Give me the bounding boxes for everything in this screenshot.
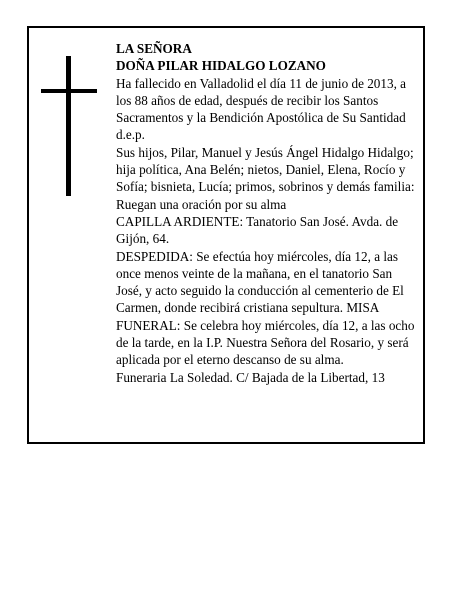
obituary-notice [27, 26, 425, 444]
cross-horizontal-bar [41, 89, 97, 93]
notice-heading: LA SEÑORA [116, 41, 192, 56]
funeral-home: Funeraria La Soledad. C/ Bajada de la Libertad, 13 [116, 369, 385, 385]
deceased-name: DOÑA PILAR HIDALGO LOZANO [116, 58, 326, 74]
prayer-request: Ruegan una oración por su alma [116, 196, 287, 212]
cross-vertical-bar [66, 56, 71, 196]
death-announcement: Ha fallecido en Valladolid el día 11 de junio de 2013, a los 88 años de edad, después de recibir los Santos Sacramentos y la Bendición Apostólica de Su Santidad d.e.p. [116, 75, 407, 143]
farewell-and-funeral-mass: DESPEDIDA: Se efectúa hoy miércoles, día 12, a las once menos veinte de la mañana, en el tanatorio San José, y acto seguido la conducción al cementerio de El Carmen, donde recibirá cristiana sepultura. MISA FUNERAL: Se celebra hoy miércoles, día 12, a las ocho de la tarde, en la I.P. Nuestra Señora del Rosario, y será aplicada por el eterno descanso de su alma. [116, 248, 415, 368]
obituary-text [116, 40, 420, 386]
cross-icon [41, 56, 97, 196]
family-list: Sus hijos, Pilar, Manuel y Jesús Ángel Hidalgo Hidalgo; hija política, Ana Belén; nietos, Daniel, Elena, Rocío y Sofía; bisnieta, Lucía; primos, sobrinos y demás familia: [116, 144, 415, 195]
chapel-info: CAPILLA ARDIENTE: Tanatorio San José. Avda. de Gijón, 64. [116, 213, 399, 247]
